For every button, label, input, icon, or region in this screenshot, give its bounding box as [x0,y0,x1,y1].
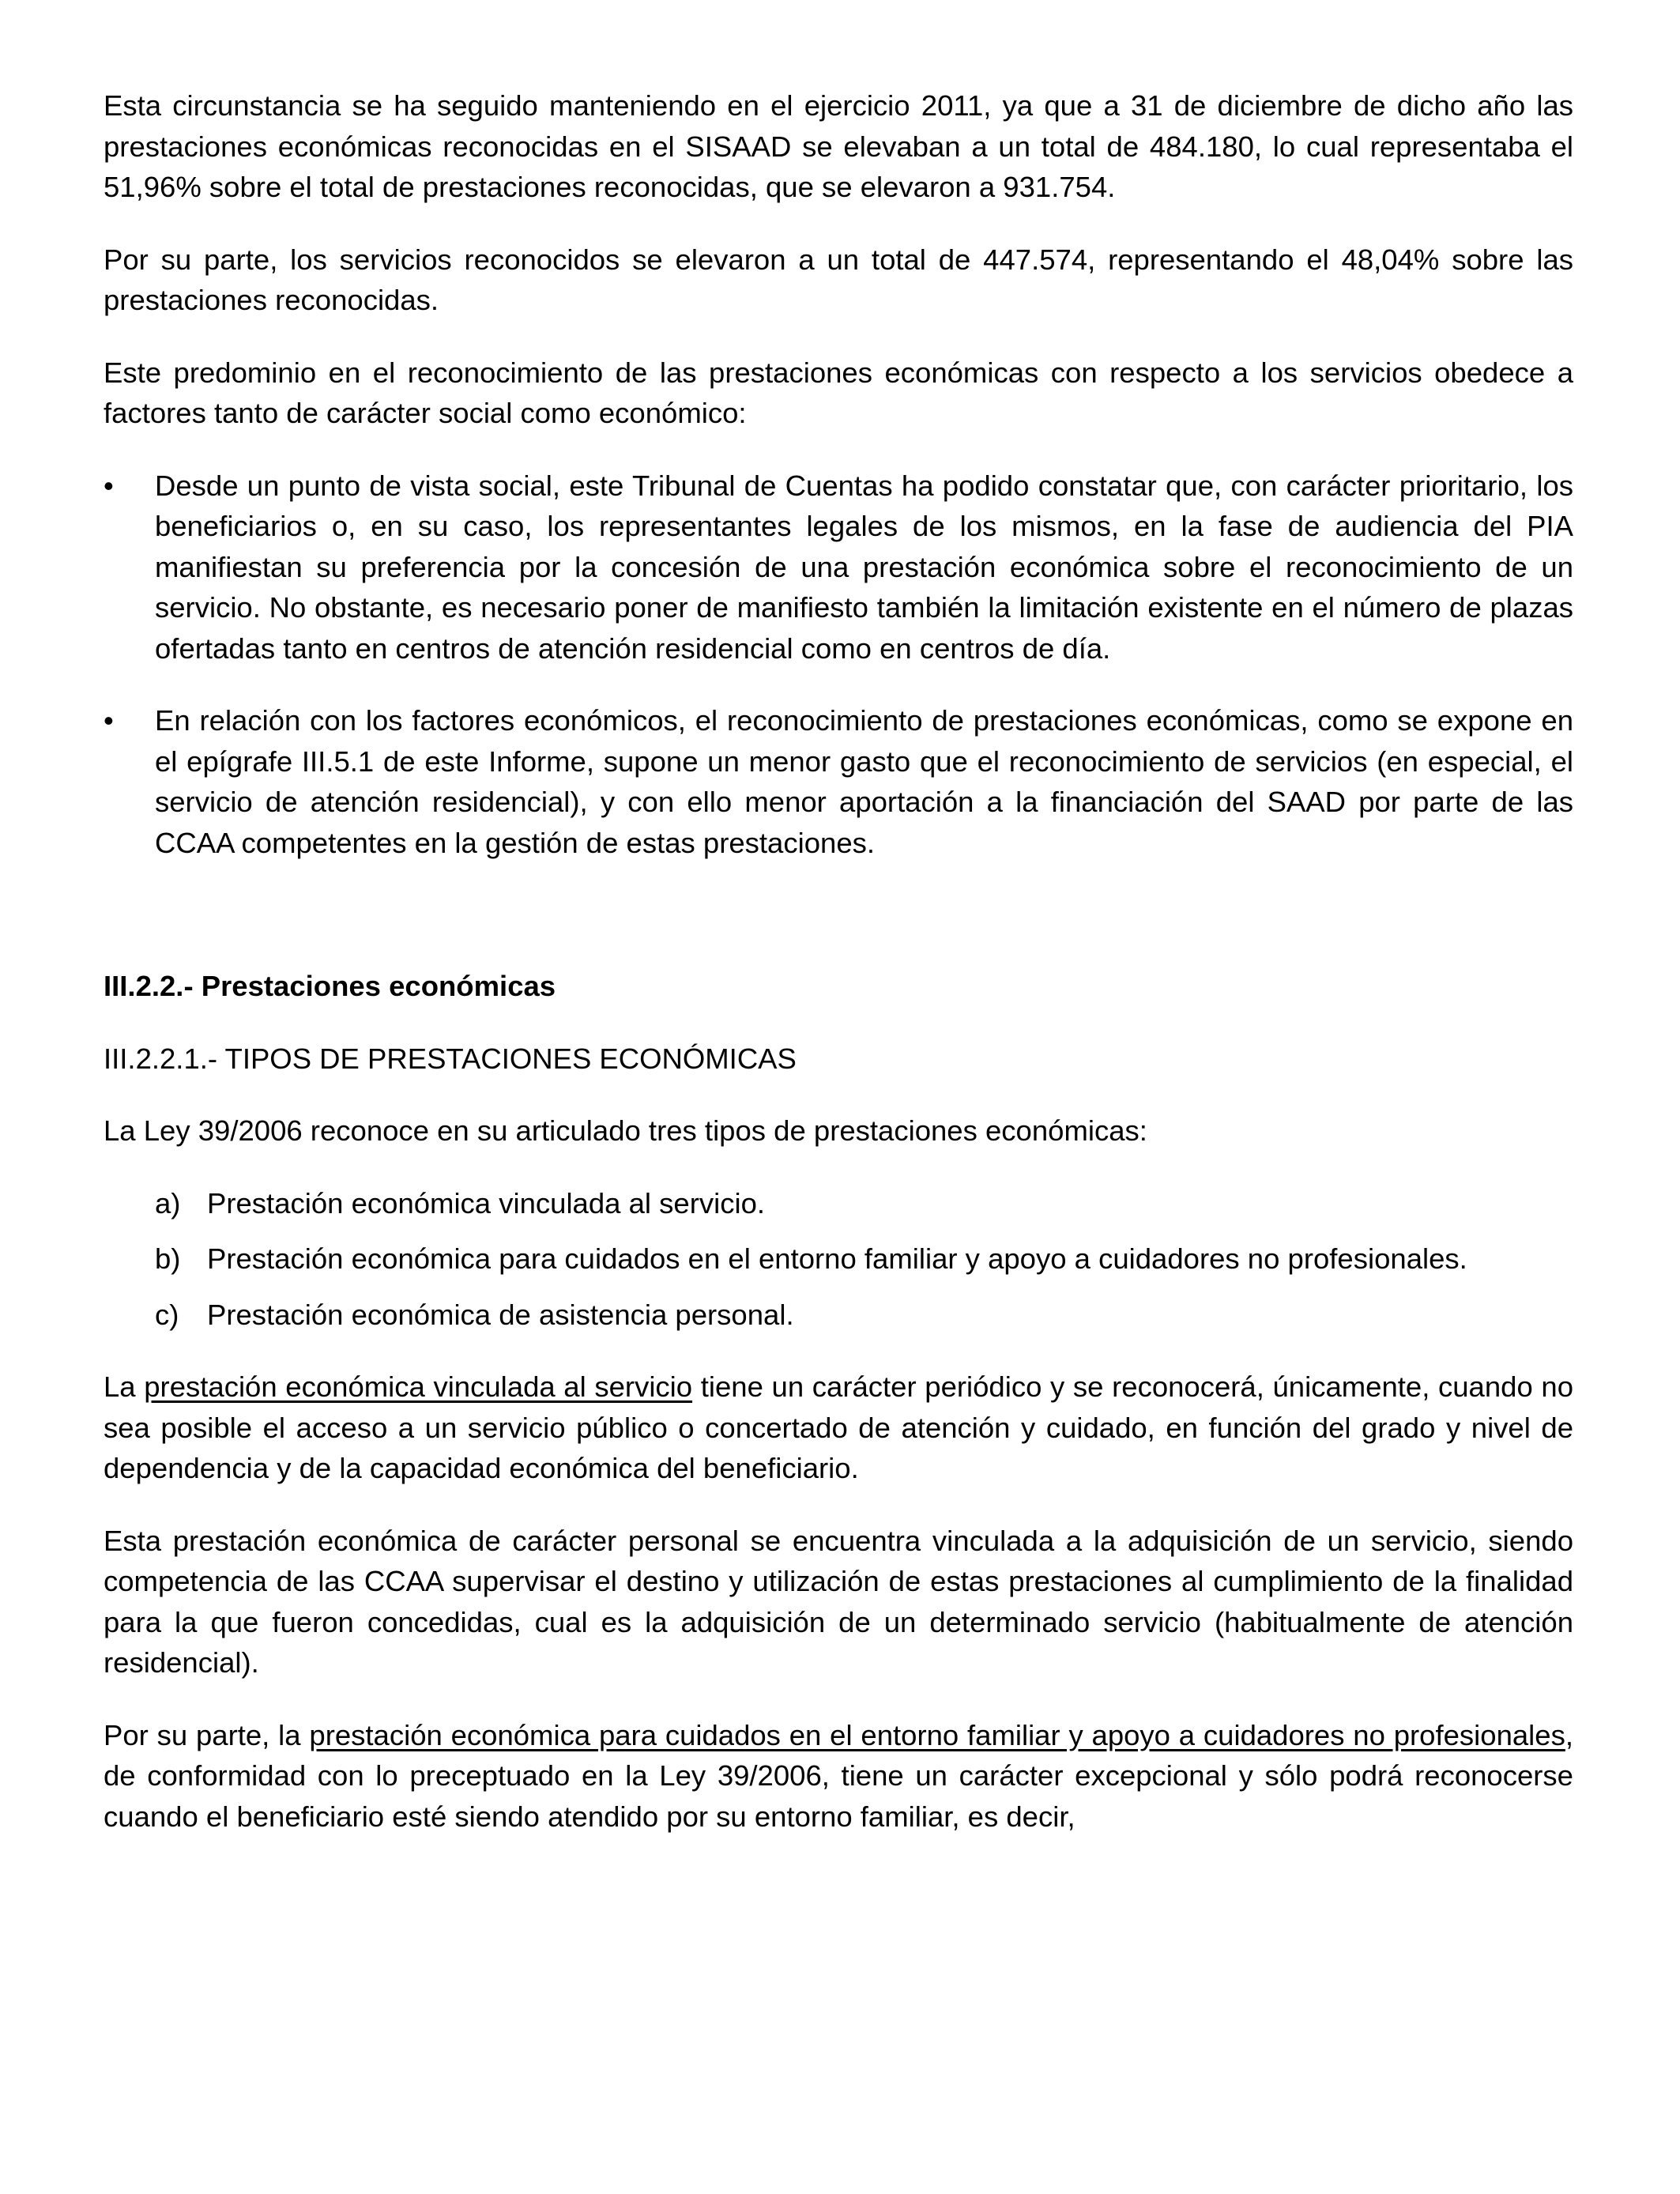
type-item-b [104,1238,1573,1280]
paragraph-prestaciones-2011: Esta circunstancia se ha seguido manteniendo en el ejercicio 2011, ya que a 31 de diciembre de dicho año las prestaciones económicas reconocidas en el SISAAD se elevaban a un total de 484.180, lo cual representaba el 51,96% sobre el total de prestaciones reconocidas, que se elevaron a 931.754. [104,89,1573,203]
type-marker: c) [155,1298,179,1331]
type-item-c [104,1295,1573,1336]
factors-bullet-list [104,466,1573,864]
paragraph-caracter-personal: Esta prestación económica de carácter personal se encuentra vinculada a la adquisición de un servicio, siendo competencia de las CCAA supervisar el destino y utilización de estas prestaciones al cumplimiento de la finalidad para la que fueron concedidas, cual es la adquisición de un determinado servicio (habitualmente de atención residencial). [104,1524,1573,1679]
section-spacer [104,895,1573,966]
paragraph-predominio: Este predominio en el reconocimiento de las prestaciones económicas con respecto a los servicios obedece a factores tanto de carácter social como económico: [104,356,1573,429]
type-text: Prestación económica vinculada al servicio. [207,1186,766,1220]
type-marker: a) [155,1186,181,1220]
types-list [104,1183,1573,1336]
type-marker: b) [155,1242,181,1275]
type-item-a [104,1183,1573,1224]
bullet-item-economic [104,700,1573,863]
underlined-term: prestación económica vinculada al servicio [144,1370,693,1403]
underlined-term: prestación económica para cuidados en el entorno familiar y apoyo a cuidadores no profesionales [309,1718,1565,1751]
paragraph-vinculada-servicio: La prestación económica vinculada al servicio tiene un carácter periódico y se reconocerá, únicamente, cuando no sea posible el acceso a un servicio público o concertado de atención y cuidado, en función del grado y nivel de dependencia y de la capacidad económica del beneficiario. [104,1370,1573,1484]
paragraph-cuidados-entorno: Por su parte, la prestación económica para cuidados en el entorno familiar y apoyo a cuidadores no profesionales, de conformidad con lo preceptuado en la Ley 39/2006, tiene un carácter excepcional y sólo podrá reconocerse cuando el beneficiario esté siendo atendido por su entorno familiar, es decir, [104,1718,1573,1833]
bullet-text: En relación con los factores económicos, el reconocimiento de prestaciones económicas, como se expone en el epígrafe III.5.1 de este Informe, supone un menor gasto que el reconocimiento de servicios (en especial, el servicio de atención residencial), y con ello menor aportación a la financiación del SAAD por parte de las CCAA competentes en la gestión de estas prestaciones. [155,704,1573,859]
bullet-text: Desde un punto de vista social, este Tribunal de Cuentas ha podido constatar que, con carácter prioritario, los beneficiarios o, en su caso, los representantes legales de los mismos, en la fase de audiencia del PIA manifiestan su preferencia por la concesión de una prestación económica sobre el reconocimiento de un servicio. No obstante, es necesario poner de manifiesto también la limitación existente en el número de plazas ofertadas tanto en centros de atención residencial como en centros de día. [155,469,1573,665]
document-page [104,85,1573,1868]
subsection-heading: III.2.2.1.- TIPOS DE PRESTACIONES ECONÓMICAS [104,1042,797,1075]
section-heading: III.2.2.- Prestaciones económicas [104,970,556,1002]
paragraph-servicios-reconocidos: Por su parte, los servicios reconocidos se elevaron a un total de 447.574, representando el 48,04% sobre las prestaciones reconocidas. [104,243,1573,316]
type-text: Prestación económica de asistencia personal. [207,1298,794,1331]
bullet-marker: • [104,704,114,737]
type-text: Prestación económica para cuidados en el entorno familiar y apoyo a cuidadores no profesionales. [207,1242,1467,1275]
bullet-marker: • [104,469,114,502]
bullet-item-social [104,466,1573,669]
paragraph-intro-types: La Ley 39/2006 reconoce en su articulado tres tipos de prestaciones económicas: [104,1114,1147,1147]
